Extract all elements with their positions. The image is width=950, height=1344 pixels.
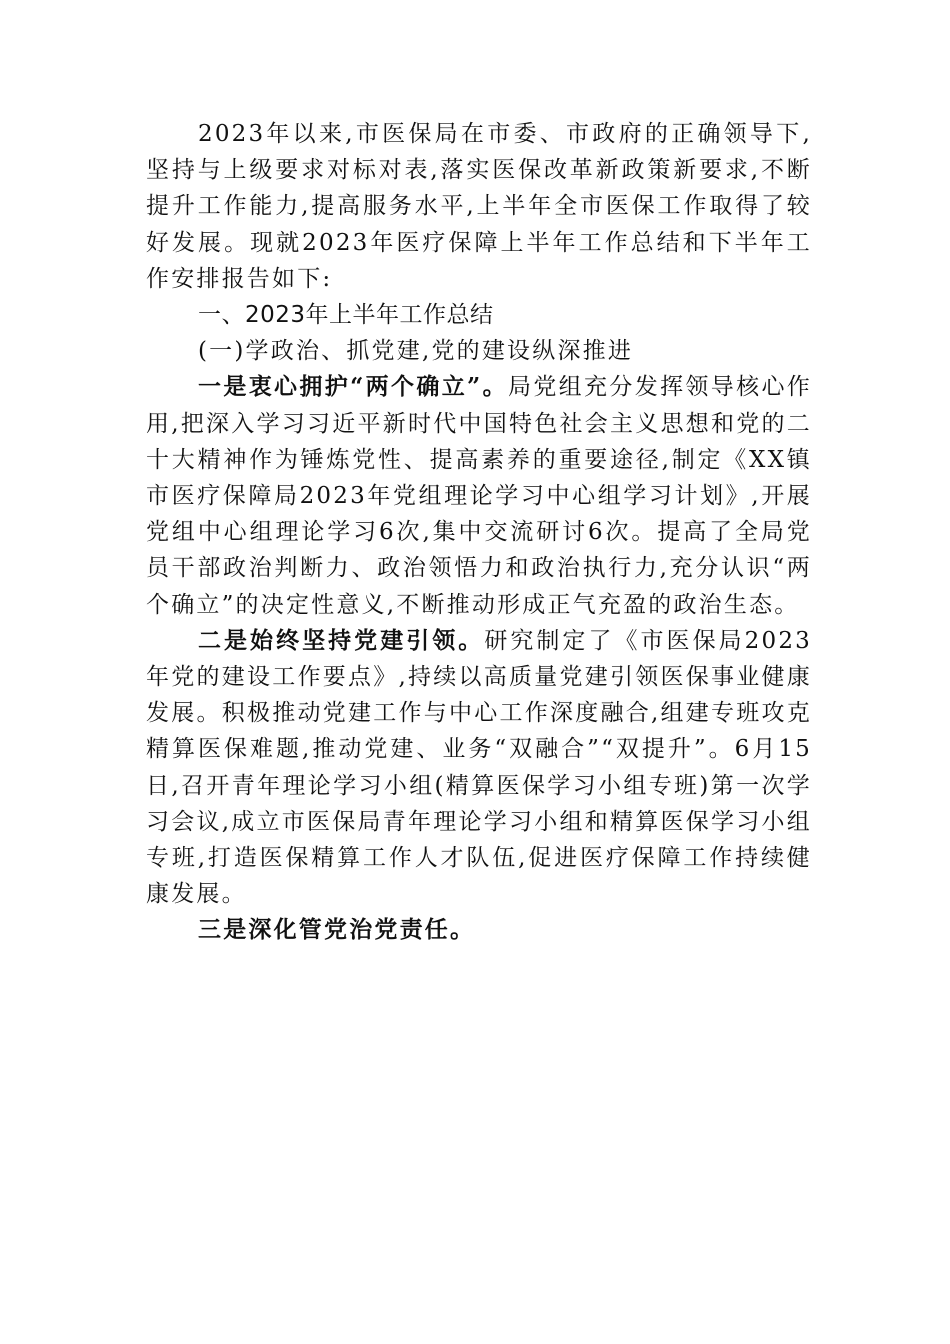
section-heading: 一、2023年上半年工作总结 <box>198 302 494 329</box>
item-body-2: 研究制定了《市医保局2023年党的建设工作要点》,持续以高质量党建引领医保事业健康发展。积极推动党建工作与中心工作深度融合,组建专班攻克精算医保难题,推动党建、业务“双融合”“双提升”。6月15日,召开青年理论学习小组(精算医保学习小组专班)第一次学习会议,成立市医保局青年理论学习小组和精算医保学习小组专班,打造医保精算工作人才队伍,促进医疗保障工作持续健康发展。 <box>146 627 812 908</box>
item-paragraph-3 <box>146 912 812 948</box>
document-body <box>146 116 812 949</box>
subsection-heading: (一)学政治、抓党建,党的建设纵深推进 <box>198 338 634 365</box>
item-lead-2: 二是始终坚持党建引领。 <box>198 626 485 654</box>
item-lead-1: 一是衷心拥护“两个确立”。 <box>198 373 508 401</box>
item-lead-3: 三是深化管党治党责任。 <box>198 916 476 944</box>
intro-paragraph: 2023年以来,市医保局在市委、市政府的正确领导下,坚持与上级要求对标对表,落实医保改革新政策新要求,不断提升工作能力,提高服务水平,上半年全市医保工作取得了较好发展。现就2023年医疗保障上半年工作总结和下半年工作安排报告如下: <box>146 121 812 292</box>
item-body-1: 局党组充分发挥领导核心作用,把深入学习习近平新时代中国特色社会主义思想和党的二十大精神作为锤炼党性、提高素养的重要途径,制定《XX镇市医疗保障局2023年党组理论学习中心组学习计划》,开展党组中心组理论学习6次,集中交流研讨6次。提高了全局党员干部政治判断力、政治领悟力和政治执行力,充分认识“两个确立”的决定性意义,不断推动形成正气充盈的政治生态。 <box>146 374 813 618</box>
item-paragraph-2 <box>146 623 812 913</box>
item-paragraph-1 <box>146 369 812 622</box>
